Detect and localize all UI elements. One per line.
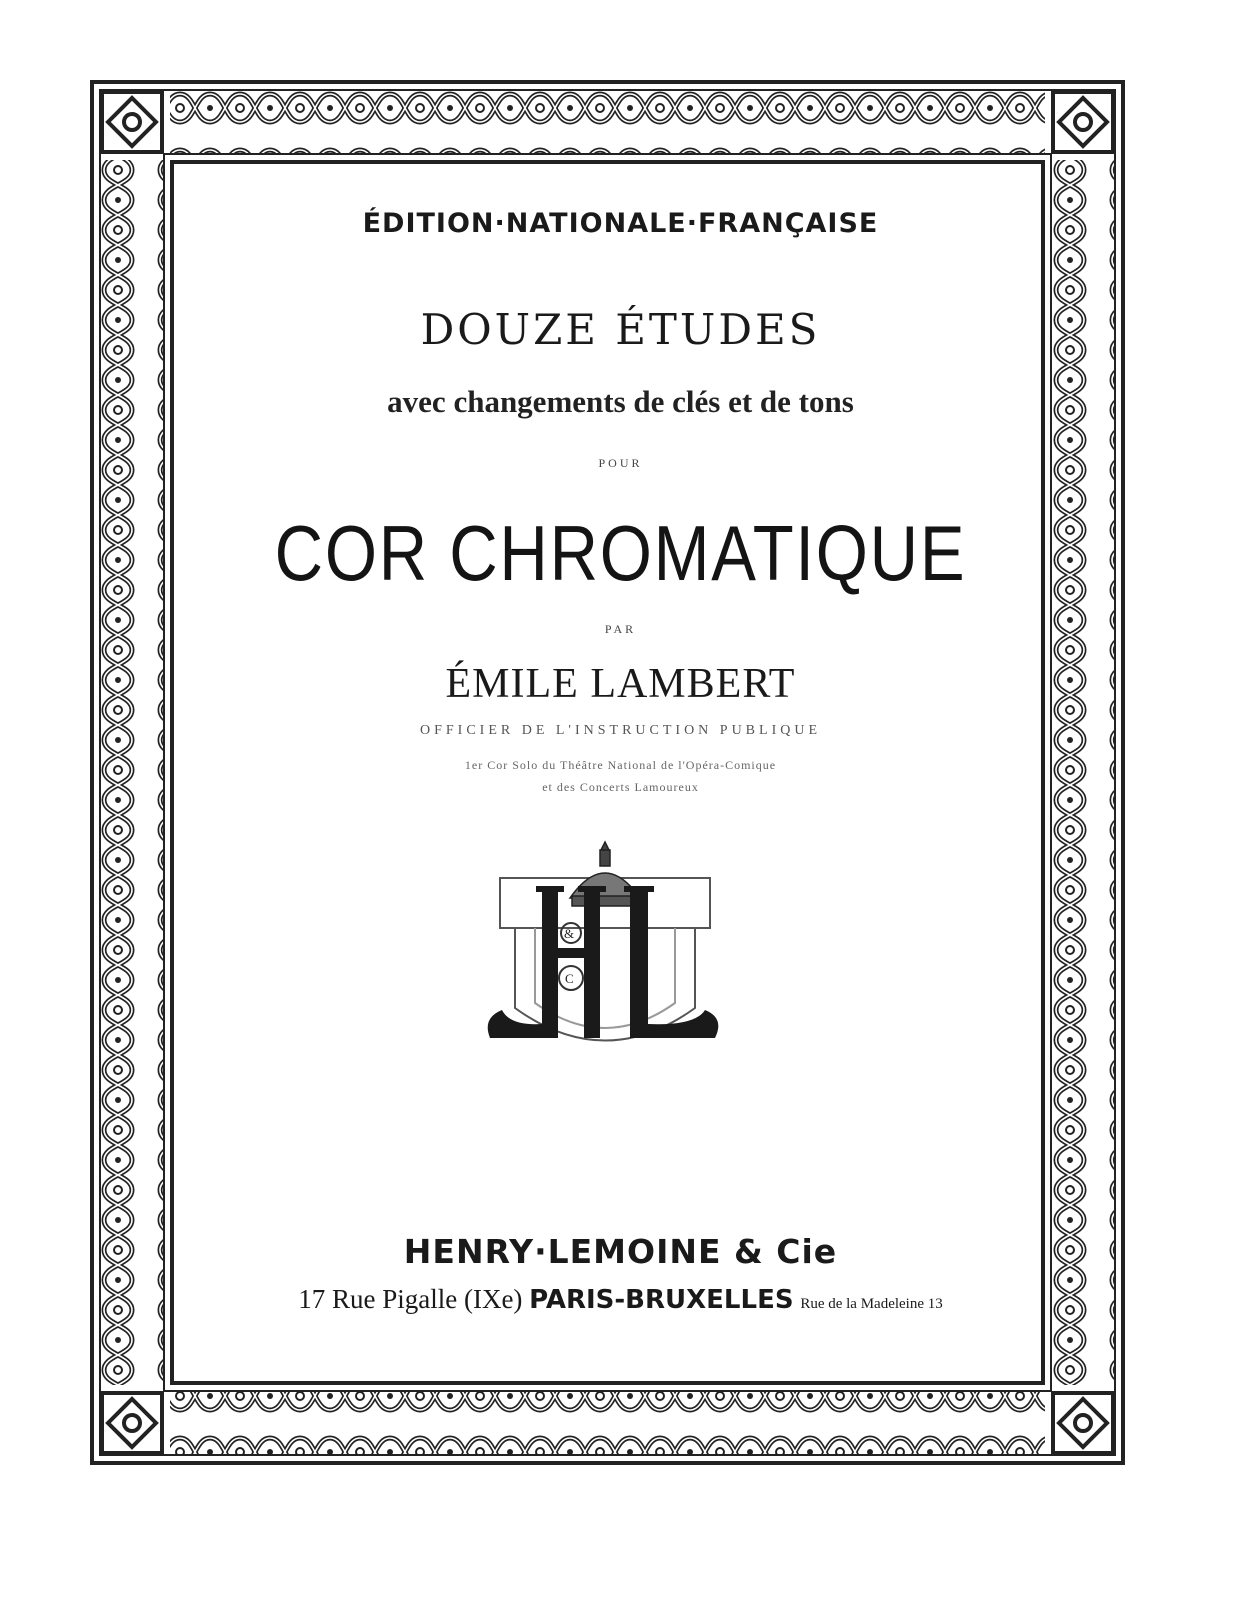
work-title: DOUZE ÉTUDES — [420, 305, 821, 354]
series-title: ÉDITION·NATIONALE·FRANÇAISE — [362, 208, 879, 239]
address-city: PARIS-BRUXELLES — [529, 1285, 794, 1315]
publisher-address — [0, 1284, 1241, 1315]
henry-lemoine-monogram-icon — [480, 838, 730, 1078]
par-label: PAR — [604, 622, 637, 636]
work-subtitle: avec changements de clés et de tons — [387, 384, 854, 419]
composer-honor: OFFICIER DE L'INSTRUCTION PUBLIQUE — [419, 723, 822, 738]
address-left: 17 Rue Pigalle (IXe) — [298, 1284, 523, 1314]
svg-text:&: & — [564, 926, 575, 941]
instrument-title: COR CHROMATIQUE — [274, 509, 967, 597]
svg-text:C: C — [565, 971, 574, 986]
publisher-name: HENRY·LEMOINE & Cie — [403, 1232, 838, 1271]
address-right: Rue de la Madeleine 13 — [800, 1296, 943, 1312]
pour-label: POUR — [598, 456, 643, 470]
composer-role-line2: et des Concerts Lamoureux — [542, 780, 699, 794]
composer-name: ÉMILE LAMBERT — [445, 661, 796, 707]
composer-role-line1: 1er Cor Solo du Théâtre National de l'Opéra-Comique — [464, 758, 777, 772]
